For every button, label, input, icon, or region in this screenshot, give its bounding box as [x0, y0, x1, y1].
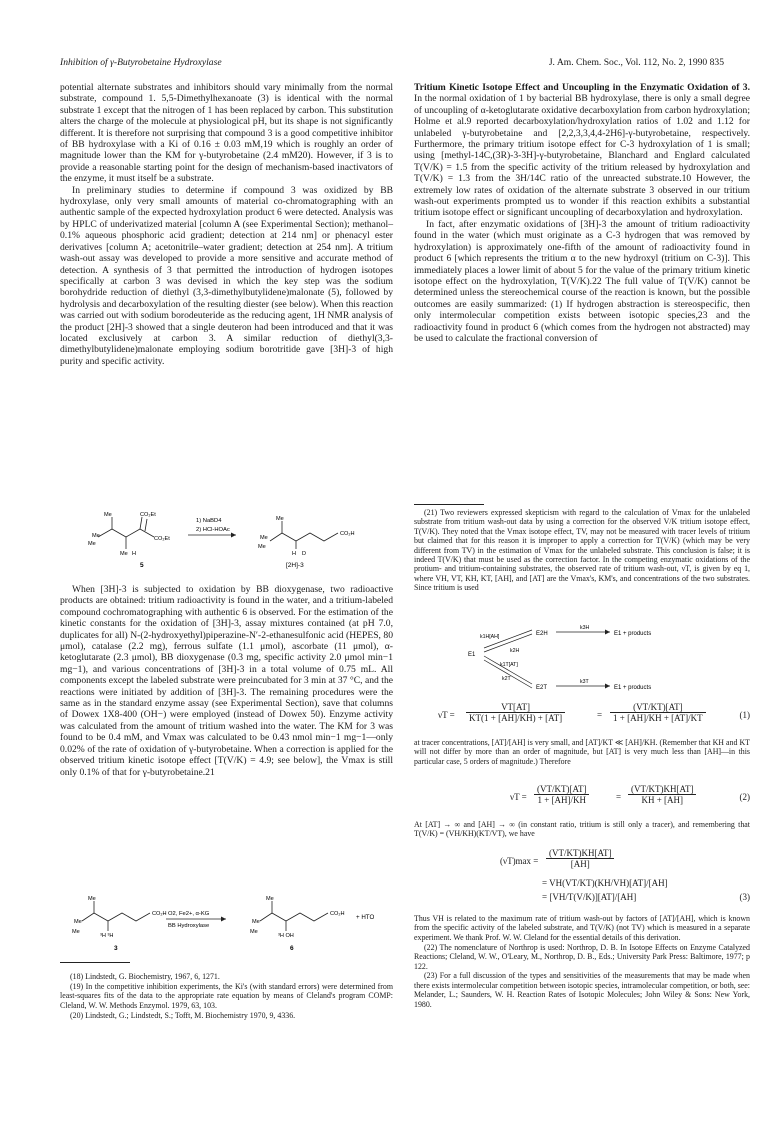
equation-1: νT = $\frac{VT[AT]}{KT(1 + [AH]/KH) + [AT]}$ = $\frac{(VT/KT)[AT]}{1 + [AH]/KH + [AT]/KT}$ (1) [438, 702, 750, 723]
scheme3-k3t: k3T [580, 679, 589, 685]
right-column-text [414, 82, 750, 344]
left-column-text-2 [60, 584, 393, 778]
svg-text:H: H [292, 551, 297, 557]
equation-2: νT = $\frac{(VT/KT)[AT]}{1 + [AH]/KH}$ = $\frac{(VT/KT)KH[AT]}{KH + [AH]}$ (2) [510, 784, 750, 805]
scheme3-e1: E1 [468, 652, 476, 658]
equation-3 [414, 848, 750, 908]
footnote-rule-left [60, 962, 130, 963]
svg-text:Me: Me [260, 535, 268, 541]
eq3-lhs: (νT)max = [500, 856, 539, 866]
svg-text:Me: Me [88, 541, 96, 547]
scheme1-reagent-2: 2) HCl-HOAc [196, 527, 230, 533]
running-header-left: Inhibition of γ-Butyrobetaine Hydroxylase [60, 57, 222, 68]
footnote-20: (20) Lindstedt, G.; Lindstedt, S.; Tofft, M. Biochemistry 1970, 9, 4336. [70, 1010, 296, 1020]
svg-text:Me: Me [88, 896, 96, 902]
eq2-number: (2) [739, 792, 750, 802]
section-heading: Tritium Kinetic Isotope Effect and Uncoupling in the Enzymatic Oxidation of 3. [414, 82, 750, 93]
eq3-line2: = VH(VT/KT)(KH/VH)[AT]/[AH] [542, 878, 668, 888]
svg-text:H: H [132, 551, 137, 557]
footnote-18: (18) Lindstedt, G. Biochemistry, 1967, 6, 1271. [70, 972, 220, 981]
scheme1-compound-label-5: 5 [140, 562, 144, 569]
svg-text:³H ³H: ³H ³H [100, 933, 114, 939]
fn21-text-after-eq1: at tracer concentrations, [AT]/[AH] is very small, and [AT]/KT ≪ [AH]/KH. (Remember that KH and KT will not differ by more than an order of magnitude, but [AT] is very much less than [AH]—in this particular case, 5 orders of magnitude.) Therefore [414, 738, 750, 766]
scheme3-k3h: k3H [580, 625, 590, 631]
right-footnote-cont-1 [414, 738, 750, 767]
scheme2-hto: + HTO [356, 914, 375, 921]
eq1-lhs: νT = [438, 710, 455, 720]
eq3-line3: = [VH/T(V/K)][AT]/[AH] [542, 892, 637, 902]
eq2-lhs: νT = [510, 792, 527, 802]
eq3-den: [AH] [570, 859, 590, 869]
eq2-den2: KH + [AH] [641, 795, 684, 805]
svg-text:Me: Me [92, 533, 100, 539]
scheme2-label-3: 3 [114, 945, 118, 952]
svg-text:Me: Me [266, 896, 274, 902]
footnote-22: (22) The nomenclature of Northrop is used: Northrop, D. B. In Isotope Effects on Enzyme Catalyzed Reactions; Cleland, W. W., O'Leary, M., Northrop, D. B., Eds.; University Park Press: Baltimore, 1977; p 122. [414, 942, 750, 971]
eq3-num: (VT/KT)KH[AT] [546, 848, 614, 859]
left-footnotes [60, 972, 393, 1021]
svg-text:D: D [302, 551, 307, 557]
scheme3-k2h: k2H [510, 648, 520, 654]
eq1-den1: KT(1 + [AH]/KH) + [AT] [469, 713, 563, 723]
synthesis-scheme [60, 507, 393, 569]
eq2-den1: 1 + [AH]/KH [537, 795, 587, 805]
right-footnote-cont-2 [414, 820, 750, 839]
svg-text:³H OH: ³H OH [278, 933, 294, 939]
running-header-right: J. Am. Chem. Soc., Vol. 112, No. 2, 1990 835 [548, 57, 724, 68]
svg-text:CO₂H: CO₂H [330, 911, 345, 917]
svg-text:Me: Me [72, 929, 80, 935]
svg-text:Me: Me [258, 544, 266, 550]
svg-text:CO₂H: CO₂H [340, 531, 355, 537]
eq3-number: (3) [739, 892, 750, 902]
left-paragraph-2: In preliminary studies to determine if compound 3 was oxidized by BB hydroxylase, only very small amounts of material co-chromatographing with an authentic sample of the expected hydroxylation product 6 were detected. Analysis was by HPLC of underivatized material [column A (see Experimental Section); methanol–0.1% aqueous phosphoric acid gradient; detection at 214 nm] or phenacyl ester derivatives [column A; acetonitrile–water gradient; detection at 254 nm]. A tritium wash-out assay was developed to provide a more sensitive and accurate method of detection. A synthesis of 3 that permitted the introduction of hydrogen isotopes specifically at carbon 3 was devised in which the key step was the sodium borohydride reduction of diethyl (3,3-dimethylbutylidene)malonate (5), followed by hydrolysis and decarboxylation of the resulting diester (see below). When this reaction was carried out with sodium borodeuteride as the reducing agent, 1H NMR analysis of the product [2H]-3 showed that a single deuteron had been introduced and that it was located exclusively at carbon 3. A similar reduction of diethyl(3,3-dimethylbutylidene)malonate employing sodium borotritide gave [3H]-3 of high purity and specific activity. [60, 184, 393, 367]
svg-text:Me: Me [74, 919, 82, 925]
eq2-num1: (VT/KT)[AT] [534, 784, 589, 795]
right-footnotes-2 [414, 914, 750, 1010]
svg-text:Me: Me [276, 516, 284, 522]
left-paragraph-1: potential alternate substrates and inhibitors should vary minimally from the normal substrate, compound 1. 5,5-Dimethylhexanoate (3) is identical with the normal substrate 1 except that the nitrogen of 1 has been replaced by carbon. This substitution alters the charge of the molecule at physiological pH, but its shape is not significantly different. It is therefore not surprising that compound 3 is a good competitive inhibitor of BB hydroxylase with a Ki of 0.16 ± 0.03 mM,19 which is roughly an order of magnitude lower than the KM for γ-butyrobetaine (2.4 mM20). However, if 3 is to provide a reasonable starting point for the design of mechanism-based inactivators of the enzyme, it must itself be a substrate. [60, 82, 393, 185]
svg-text:Me: Me [250, 929, 258, 935]
fn21-conclusion: Thus VH is related to the maximum rate of tritium wash-out by factors of [AT]/[AH], which is known from the specific activity of the labeled substrate, and T(V/K) (not TV) which is measured in a separate experiment. We thank Prof. W. W. Cleland for the essential details of this derivation. [414, 914, 750, 942]
right-paragraph-2: In fact, after enzymatic oxidations of [3H]-3 the amount of tritium radioactivity found in the water (which must originate as a C-3 hydrogen that was removed by hydroxylation) is approximately one-fifth of the amount of radioactivity found in product 6 [which represents the tritium α to the new hydroxyl (tritium on C-3)]. This immediately places a lower limit of about 5 for the value of the primary tritium kinetic isotope effect on the hydroxylation, T(V/K).22 The full value of T(V/K) cannot be determined unless the stereochemical course of the reaction is known, but the possible outcomes are easily summarized: (1) If hydrogen abstraction is stereospecific, then only intermolecular competition exists between isotopic species,23 and the radioactivity found in product 6 (which comes from the hydrogen not abstracted) may be used to calculate the fractional conversion of [414, 218, 750, 344]
scheme3-products-1: E1 + products [614, 631, 652, 637]
svg-text:CO₂H: CO₂H [152, 911, 167, 917]
scheme2-reagent-2: BB Hydroxylase [168, 923, 210, 929]
fn21-text-after-eq2: At [AT] → ∞ and [AH] → ∞ (in constant ratio, tritium is still only a tracer), and remembering that T(V/K) = (VH/KH)(KT/VT), we have [414, 820, 750, 839]
right-footnotes [414, 508, 750, 593]
right-paragraph-1: In the normal oxidation of 1 by bacterial BB hydroxylase, there is only a small degree of uncoupling of α-ketoglutarate oxidative decarboxylation from carbon hydroxylation; Holme et al.9 reported decarboxylation/hydroxylation ratios of 1.02 and 1.12 for unlabeled γ-butyrobetaine and [2,2,3,3,4,4-2H6]-γ-butyrobetaine, respectively. Furthermore, the primary tritium isotope effect for C-3 hydroxylation of 1 is small; using [methyl-14C,(3R)-3-3H]-γ-butyrobetaine, Blanchard and Englard calculated T(V/K) = 1.5 from the specific activity of the tritium released by hydroxylation and T(V/K) = 1.3 from the 3H/14C ratio of the unreacted substrate.10 However, the extremely low rates of oxidation of the alternate substrate 3 observed in our tritium wash-out experiments prompted us to wonder if this reaction exhibits a substantial tritium isotope effect or significant uncoupling of decarboxylation and hydroxylation. [414, 93, 750, 219]
scheme3-products-2: E1 + products [614, 685, 652, 691]
svg-text:Me: Me [252, 919, 260, 925]
scheme3-e2t: E2T [536, 685, 548, 691]
scheme3-k2t: k2T [502, 676, 511, 682]
eq2-num2: (VT/KT)KH[AT] [628, 784, 696, 795]
svg-text:CO₂Et: CO₂Et [140, 512, 156, 518]
eq1-num2: (VT/KT)[AT] [610, 702, 706, 713]
footnote-21: (21) Two reviewers expressed skepticism with regard to the calculation of Vmax for the unlabeled substrate from tritium wash-out data by using a correction for the observed V/K tritium isotope effect, T(V/K). They noted that the Vmax isotope effect, TV, may not be measured with tracer levels of tritium but claimed that for this reason it is improper to apply a correction for T(V/K) (which may be very different from TV) in the estimation of Vmax for the unlabeled substrate. This conclusion is false; it is indeed T(V/K) that must be used as the correction factor. In the competing enzymatic oxidations of the protium- and tritium-containing substrates, the observed rate of tritium wash-out, νT, is given by eq 1, where VH, VT, KH, KT, [AH], and [AT] are the Vmax's, KM's, and concentrations of the two substrates. Since tritium is used [414, 508, 750, 593]
scheme3-e2h: E2H [536, 631, 548, 637]
scheme2-label-6: 6 [290, 945, 294, 952]
svg-text:CO₂Et: CO₂Et [154, 536, 170, 542]
svg-text:Me: Me [104, 512, 112, 518]
eq1-num1: VT[AT] [466, 702, 565, 713]
scheme3-k1h: k1H[AH] [480, 634, 500, 640]
scheme1-compound-label-2h-3: [2H]-3 [286, 562, 304, 569]
eq1-den2: 1 + [AH]/KH + [AT]/KT [613, 713, 703, 723]
kinetic-scheme [414, 622, 750, 698]
footnote-19: (19) In the competitive inhibition experiments, the Ki's (with standard errors) were determined from least-squares fits of the data to the appropriate rate equation by means of Cleland's program COMP: Cleland, W. W. Methods Enzymol. 1979, 63, 103. [60, 981, 393, 1010]
left-paragraph-3: When [3H]-3 is subjected to oxidation by BB dioxygenase, two radioactive products are obtained: tritium radioactivity is found in the water, and a tritium-labeled compound cochromatographing with authentic 6 is observed. For the estimation of the kinetic constants for the oxidation of [3H]-3, assay mixtures contained (at pH 7.0, duplicates for all) N-(2-hydroxyethyl)piperazine-N′-2-ethanesulfonic acid (HEPES, 80 μmol), catalase (2.2 mg), ferrous sulfate (1.1 μmol), ascorbate (11 μmol), α-ketoglutarate (2.3 μmol), BB dioxygenase (0.3 mg, specific activity 2.0 μmol min−1 mg−1), and various concentrations of [3H]-3 in a total volume of 0.75 mL. All components except the labeled substrate were preincubated for 3 min at 37 °C, and the reactions were initiated by addition of [3H]-3. The remaining procedures were the same as in the standard enzyme assay (see Experimental Section), save that columns of Dowex 1X8-400 (OH−) were employed (instead of Dowex 50). Enzyme activity was calculated from the amount of tritium washed into the water. The KM for 3 was found to be 0.4 mM, and Vmax was calculated to be 0.43 nmol min−1 mg−1—only 0.02% of the rate of oxidation of γ-butyrobetaine. When a correction is applied for the observed tritium kinetic isotope effect [T(V/K) = 4.9; see below], the Vmax is still only 0.1% of that for γ-butyrobetaine.21 [60, 584, 393, 778]
footnote-rule-right [414, 504, 484, 505]
scheme3-k1t: k1T[AT] [500, 662, 518, 668]
eq1-number: (1) [739, 710, 750, 720]
footnote-23: (23) For a full discussion of the types and sensitivities of the measurements that may be made when there exists intermolecular competition between isotopic species, intramolecular competition, or both, see: Melander, L.; Saunders, W. H. Reaction Rates of Isotopic Molecules; John Wiley & Sons: New York, 1980. [414, 971, 750, 1009]
scheme1-reagent-1: 1) NaBD4 [196, 518, 222, 524]
svg-text:Me: Me [120, 551, 128, 557]
scheme2-reagent-1: O2, Fe2+, α-KG [168, 911, 210, 917]
oxidation-scheme [60, 893, 393, 953]
left-column-text [60, 82, 393, 367]
